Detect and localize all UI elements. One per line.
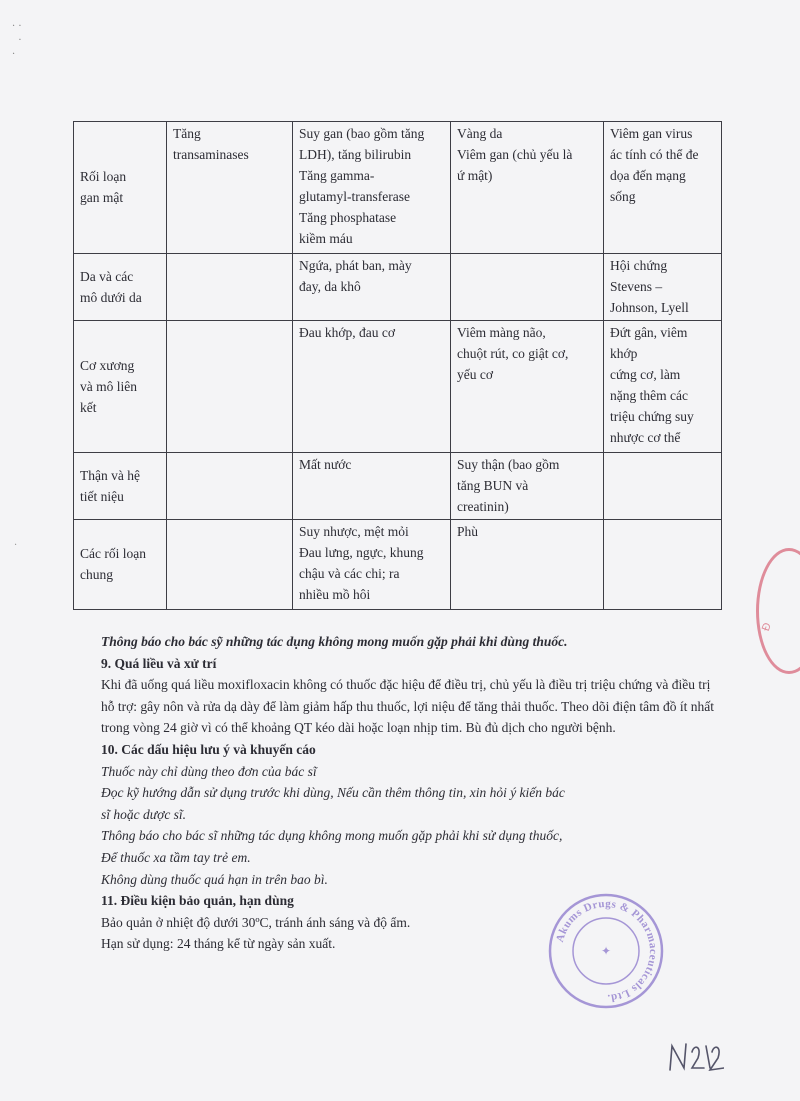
cell-line: khớp [610, 346, 638, 361]
cell-line: LDH), tăng bilirubin [299, 147, 412, 162]
cell-line: Hội chứng [610, 258, 668, 273]
cell-line: Mất nước [299, 457, 352, 472]
cell-line: Các rối loạn [80, 546, 146, 561]
effect-cell [604, 254, 722, 321]
cell-line: Viêm gan (chủ yếu là [457, 147, 573, 162]
cell-line: kiềm máu [299, 231, 353, 246]
svg-text:✦: ✦ [600, 944, 612, 958]
section-9-body: Khi đã uống quá liều moxifloxacin không có thuốc đặc hiệu để điều trị, chủ yếu là điều trị triệu chứng và điều trị hỗ trợ: gây nôn và rửa dạ dày để làm giảm hấp thu thuốc, lợi niệu để tăng thải thuốc. Theo dõi điện tâm đồ ít nhất trong vòng 24 giờ vì có thể khoảng QT kéo dài hoặc loạn nhịp tim. Bù đủ dịch cho người bệnh. [101, 677, 714, 736]
advice-line: sĩ hoặc dược sĩ. [101, 806, 187, 822]
table-row [74, 520, 722, 610]
effect-cell [167, 520, 293, 610]
effect-cell [451, 122, 604, 254]
effect-cell [604, 520, 722, 610]
advice-line: Không dùng thuốc quá hạn in trên bao bì. [101, 871, 328, 887]
cell-line: gan mật [80, 190, 124, 205]
effect-cell [293, 254, 451, 321]
effect-cell [293, 122, 451, 254]
section-10-heading: 10. Các dấu hiệu lưu ý và khuyến cáo [101, 741, 316, 757]
advice-line: Để thuốc xa tầm tay trẻ em. [101, 849, 251, 865]
cell-line: Tăng gamma- [299, 168, 375, 183]
cell-line: chuột rút, co giật cơ, [457, 346, 569, 361]
organ-cell [74, 520, 167, 610]
section-9-heading: 9. Quá liều và xử trí [101, 655, 217, 671]
shelf-life-text: Hạn sử dụng: 24 tháng kể từ ngày sản xuất. [101, 936, 336, 952]
organ-cell [74, 453, 167, 520]
cell-line: Tăng phosphatase [299, 210, 397, 225]
table-row [74, 254, 722, 321]
notice-line: Thông báo cho bác sỹ những tác dụng không mong muốn gặp phải khi dùng thuốc. [101, 634, 568, 649]
effect-cell [293, 453, 451, 520]
advice-line: Đọc kỹ hướng dẫn sử dụng trước khi dùng, Nếu cần thêm thông tin, xin hỏi ý kiến bác [101, 785, 565, 801]
edge-stamp: Đ [756, 548, 800, 674]
cell-line: Đau lưng, ngực, khung [299, 545, 424, 560]
table-row [74, 453, 722, 520]
effect-cell [167, 321, 293, 453]
cell-line: Johnson, Lyell [610, 300, 689, 315]
cell-line: đay, da khô [299, 279, 361, 294]
cell-line: Cơ xương [80, 357, 135, 373]
effect-cell [167, 453, 293, 520]
cell-line: Da và các [80, 268, 134, 284]
cell-line: và mô liên [80, 378, 137, 394]
storage-text: Bảo quản ở nhiệt độ dưới 30ºC, tránh ánh sáng và độ ẩm. [101, 914, 411, 930]
cell-line: ứ mật) [457, 168, 493, 183]
svg-text:Akums Drugs & Pharmaceuticals: Akums Drugs & Pharmaceuticals Ltd. [553, 897, 660, 1005]
cell-line: kết [80, 399, 97, 415]
cell-line: Vàng da [457, 126, 503, 141]
handwritten-page-mark [664, 1038, 724, 1078]
scan-specks: · · · · [12, 21, 22, 60]
organ-cell [74, 122, 167, 254]
cell-line: sống [610, 189, 636, 204]
company-seal [546, 891, 666, 1011]
adverse-effects-table [73, 121, 722, 610]
effect-cell [293, 321, 451, 453]
cell-line: yếu cơ [457, 367, 493, 382]
cell-line: creatinin) [457, 499, 509, 514]
cell-line: Viêm màng não, [457, 325, 546, 340]
cell-line: Đau khớp, đau cơ [299, 325, 396, 340]
cell-line: triệu chứng suy [610, 409, 694, 424]
cell-line: nhiều mồ hôi [299, 587, 371, 602]
cell-line: Đứt gân, viêm [610, 325, 688, 340]
effect-cell [293, 520, 451, 610]
effect-cell [451, 254, 604, 321]
effect-cell [167, 122, 293, 254]
section-11-heading: 11. Điều kiện bảo quản, hạn dùng [101, 893, 294, 909]
cell-line: Thận và hệ [80, 467, 140, 483]
scan-specks-left: · [14, 540, 18, 551]
cell-line: Suy gan (bao gồm tăng [299, 126, 425, 141]
cell-line: chung [80, 567, 113, 582]
cell-line: cứng cơ, làm [610, 367, 681, 382]
effect-cell [451, 520, 604, 610]
advice-line: Thông báo cho bác sĩ những tác dụng không mong muốn gặp phải khi sử dụng thuốc, [101, 828, 563, 844]
cell-line: nhược cơ thể [610, 430, 681, 445]
effect-cell [604, 321, 722, 453]
cell-line: Suy nhược, mệt mỏi [299, 524, 409, 539]
table-row [74, 122, 722, 254]
cell-line: tiết niệu [80, 488, 124, 504]
cell-line: Phù [457, 524, 479, 539]
cell-line: Suy thận (bao gồm [457, 457, 560, 472]
organ-cell [74, 254, 167, 321]
table-row [74, 321, 722, 453]
cell-line: dọa đến mạng [610, 168, 686, 183]
cell-line: glutamyl-transferase [299, 189, 410, 204]
cell-line: mô dưới da [80, 289, 142, 305]
section-10-lines [101, 761, 721, 891]
cell-line: nặng thêm các [610, 388, 688, 403]
cell-line: transaminases [173, 147, 249, 162]
cell-line: Ngứa, phát ban, mày [299, 258, 412, 273]
cell-line: Stevens – [610, 279, 663, 294]
organ-cell [74, 321, 167, 453]
effect-cell [604, 453, 722, 520]
cell-line: chậu và các chi; ra [299, 566, 400, 581]
advice-line: Thuốc này chỉ dùng theo đơn của bác sĩ [101, 763, 317, 779]
cell-line: Viêm gan virus [610, 126, 693, 141]
effect-cell [604, 122, 722, 254]
effect-cell [451, 321, 604, 453]
effect-cell [451, 453, 604, 520]
cell-line: Tăng [173, 126, 201, 141]
cell-line: Rối loạn [80, 169, 127, 184]
cell-line: tăng BUN và [457, 478, 529, 493]
cell-line: ác tính có thể đe [610, 147, 699, 162]
effect-cell [167, 254, 293, 321]
